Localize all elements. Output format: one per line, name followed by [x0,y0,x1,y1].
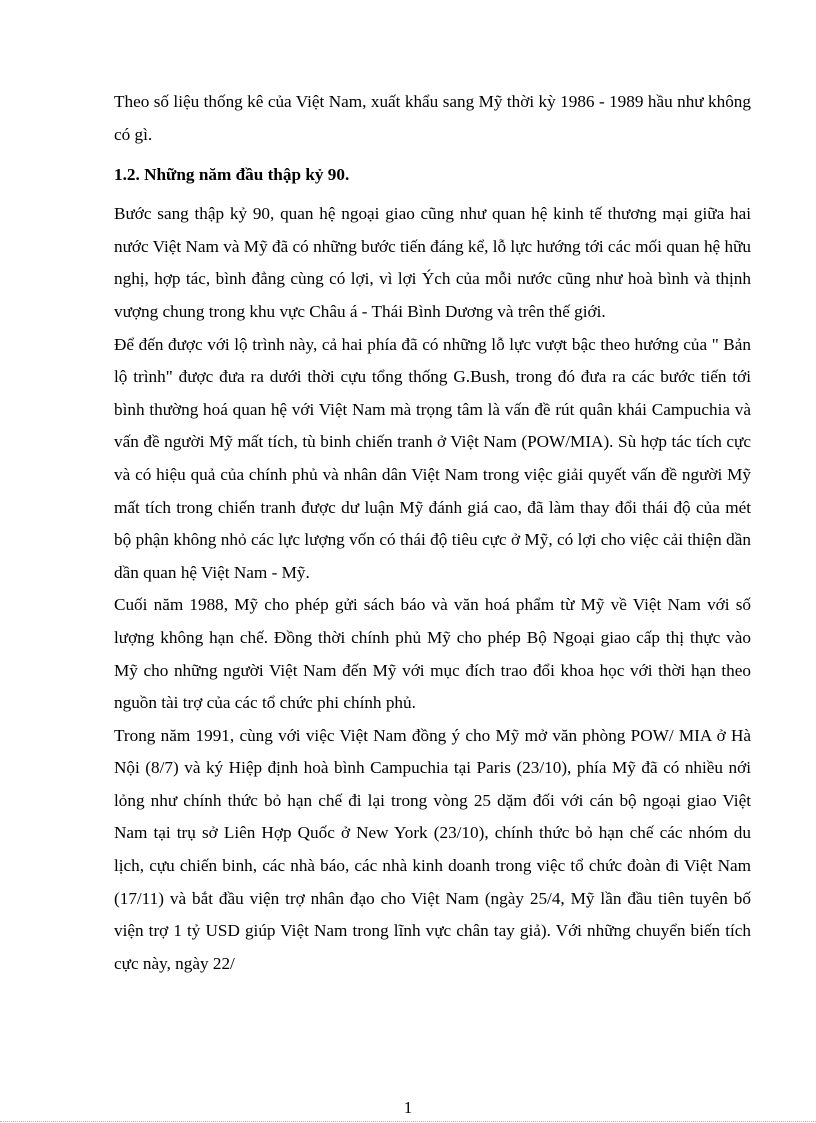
intro-paragraph: Theo số liệu thống kê của Việt Nam, xuất khẩu sang Mỹ thời kỳ 1986 - 1989 hầu như không có gì. [114,92,751,144]
paragraph-1988: Cuối năm 1988, Mỹ cho phép gửi sách báo và văn hoá phẩm từ Mỹ về Việt Nam với số lượng không hạn chế. Đồng thời chính phủ Mỹ cho phép Bộ Ngoại giao cấp thị thực vào Mỹ cho những người Việt Nam đến Mỹ với mục đích trao đổi khoa học với thời hạn theo nguồn tài trợ của các tổ chức phi chính phủ. [114,595,751,713]
footer-divider [0,1121,816,1122]
paragraph-1991: Trong năm 1991, cùng với việc Việt Nam đồng ý cho Mỹ mở văn phòng POW/ MIA ở Hà Nội (8/7) và ký Hiệp định hoà bình Campuchia tại Paris (23/10), phía Mỹ đã có nhiều nới lỏng như chính thức bỏ hạn chế đi lại trong vòng 25 dặm đối với cán bộ ngoại giao Việt Nam tại trụ sở Liên Hợp Quốc ở New York (23/10), chính thức bỏ hạn chế các nhóm du lịch, cựu chiến binh, các nhà báo, các nhà kinh doanh trong việc tổ chức đoàn đi Việt Nam (17/11) và bắt đầu viện trợ nhân đạo cho Việt Nam (ngày 25/4, Mỹ lần đầu tiên tuyên bố viện trợ 1 tỷ USD giúp Việt Nam trong lĩnh vực chân tay giả). Với những chuyển biến tích cực này, ngày 22/ [114,725,751,973]
section-heading: 1.2. Những năm đầu thập kỷ 90. [114,165,350,185]
paragraph-roadmap: Để đến được với lộ trình này, cả hai phía đã có những lỗ lực vượt bậc theo hướng của " Bản lộ trình" được đưa ra dưới thời cựu tổng thống G.Bush, trong đó đưa ra các bước tiến tới bình thường hoá quan hệ với Việt Nam mà trọng tâm là vấn đề rút quân khái Campuchia và vấn đề người Mỹ mất tích, tù binh chiến tranh ở Việt Nam (POW/MIA). Sù hợp tác tích cực và có hiệu quả của chính phủ và nhân dân Việt Nam trong việc giải quyết vấn đề người Mỹ mất tích trong chiến tranh được dư luận Mỹ đánh giá cao, đã làm thay đổi thái độ của mét bộ phận không nhỏ các lực lượng vốn có thái độ tiêu cực ở Mỹ, có lợi cho việc cải thiện dần dần quan hệ Việt Nam - Mỹ. [114,334,751,582]
paragraph-1990s: Bước sang thập kỷ 90, quan hệ ngoại giao cũng như quan hệ kinh tế thương mại giữa hai nước Việt Nam và Mỹ đã có những bước tiến đáng kể, lỗ lực hướng tới các mối quan hệ hữu nghị, hợp tác, bình đẳng cùng có lợi, vì lợi Ých của mỗi nước cũng như hoà bình và thịnh vượng chung trong khu vực Châu á - Thái Bình Dương và trên thế giới. [114,204,751,321]
page-number: 1 [403,1098,413,1117]
page-body [114,86,751,980]
